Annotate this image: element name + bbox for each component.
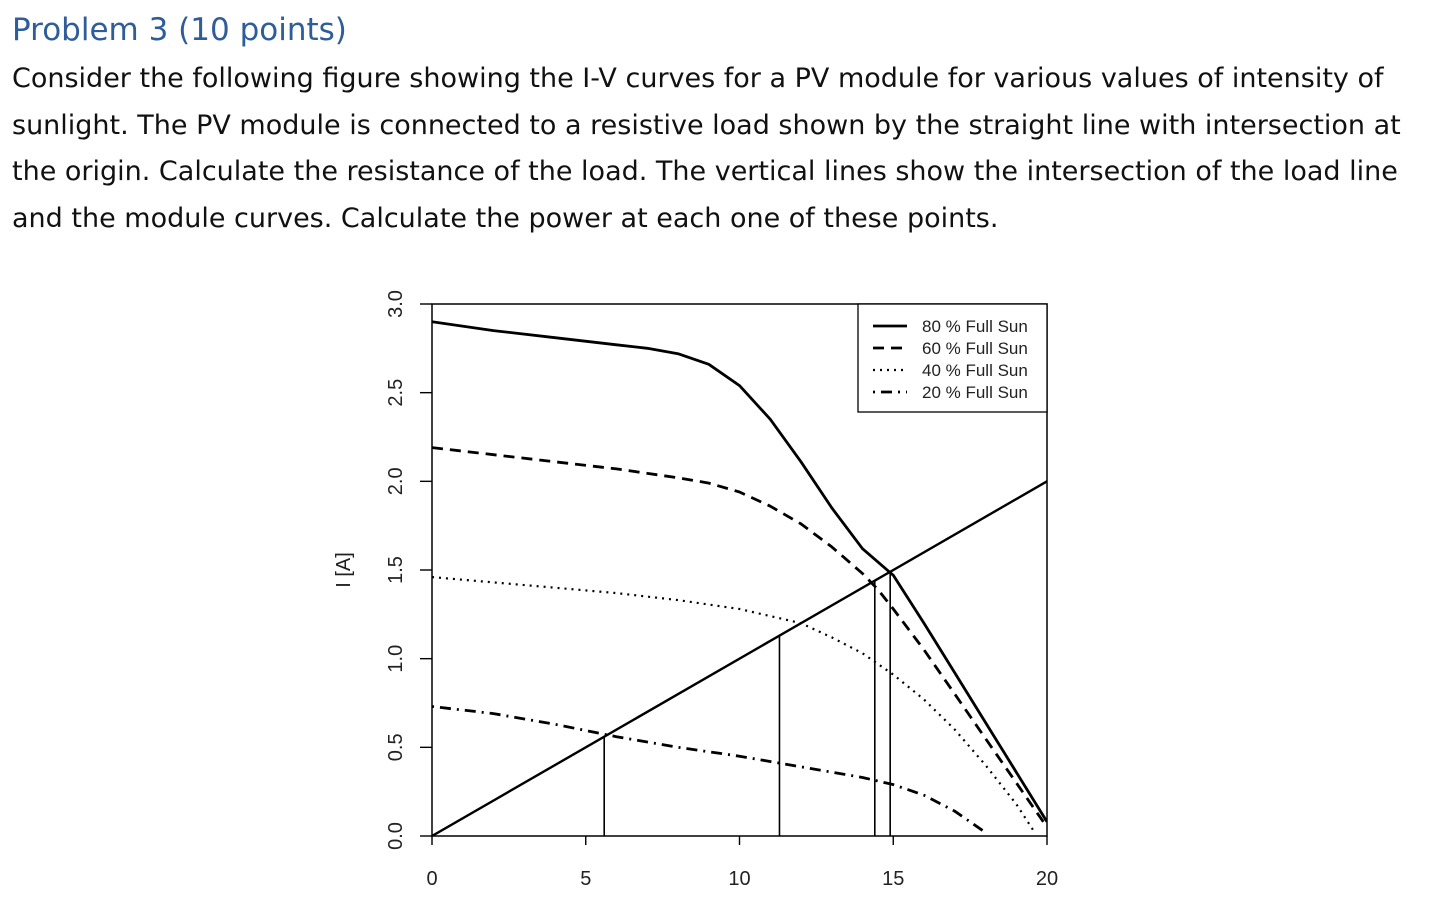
y-tick-label: 0.0 bbox=[385, 822, 407, 850]
y-tick-label: 1.0 bbox=[385, 644, 407, 673]
problem-text-line: sunlight. The PV module is connected to a resistive load shown by the straight line with intersection at bbox=[12, 109, 1401, 141]
problem-title: Problem 3 (10 points) bbox=[12, 12, 347, 48]
x-tick-label: 20 bbox=[1035, 868, 1059, 890]
y-axis-label: I [A] bbox=[333, 552, 355, 588]
x-tick-label: 15 bbox=[882, 868, 905, 890]
y-tick-label: 2.0 bbox=[385, 467, 407, 496]
legend-label: 60 % Full Sun bbox=[922, 339, 1028, 358]
problem-text-line: and the module curves. Calculate the power at each one of these points. bbox=[12, 202, 999, 234]
x-tick-label: 5 bbox=[580, 868, 592, 890]
problem-text-line: Consider the following figure showing the I-V curves for a PV module for various values of intensity of bbox=[12, 63, 1384, 94]
y-tick-label: 0.5 bbox=[385, 733, 407, 762]
iv-curve-dotted bbox=[432, 577, 1035, 832]
legend-label: 40 % Full Sun bbox=[922, 361, 1028, 380]
iv-curve-dashed bbox=[432, 448, 1047, 827]
y-tick-label: 2.5 bbox=[385, 378, 407, 407]
y-tick-label: 1.5 bbox=[385, 556, 407, 584]
iv-curve-dashdot bbox=[432, 707, 986, 833]
x-tick-label: 10 bbox=[728, 868, 751, 890]
load-line bbox=[432, 481, 1047, 836]
y-tick-label: 3.0 bbox=[385, 290, 407, 318]
x-tick-label: 0 bbox=[426, 868, 438, 890]
problem-text-line: the origin. Calculate the resistance of the load. The vertical lines show the intersection of the load line bbox=[12, 156, 1398, 187]
legend-label: 20 % Full Sun bbox=[922, 383, 1028, 402]
legend-label: 80 % Full Sun bbox=[922, 317, 1028, 336]
